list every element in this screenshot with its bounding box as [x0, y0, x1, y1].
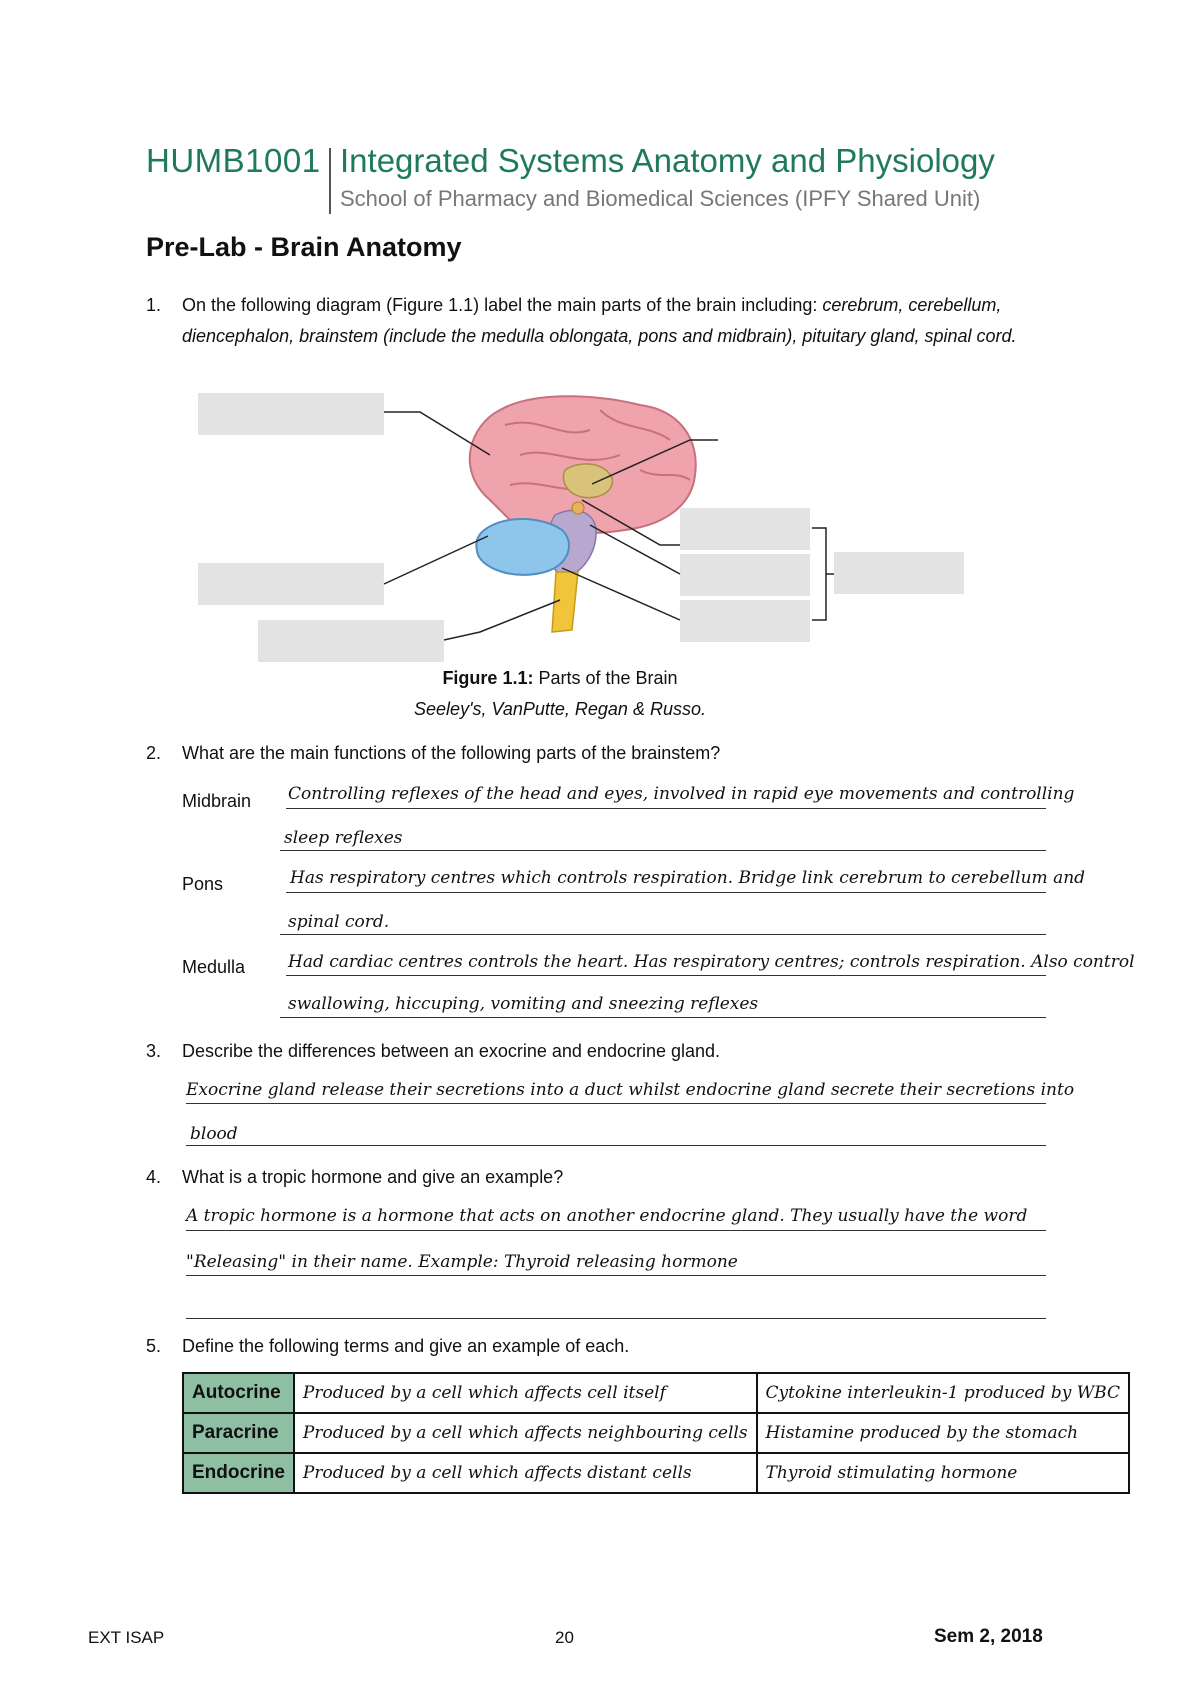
figure-caption-label: Figure 1.1:	[442, 668, 534, 688]
term-cell: Endocrine	[183, 1453, 294, 1493]
label-box-spinal-cord	[258, 620, 444, 662]
q3-number: 3.	[146, 1041, 162, 1061]
term-cell: Paracrine	[183, 1413, 294, 1453]
q5-text: Define the following terms and give an example of each.	[182, 1336, 630, 1356]
pituitary-gland-shape	[572, 502, 584, 514]
answer-line	[286, 975, 1046, 976]
page-number: 20	[555, 1628, 574, 1647]
example-cell: Thyroid stimulating hormone	[757, 1453, 1129, 1493]
table-row	[183, 1413, 1129, 1453]
school-name: School of Pharmacy and Biomedical Sciences (IPFY Shared Unit)	[340, 186, 981, 211]
answer-line	[186, 1230, 1046, 1231]
definition-cell: Produced by a cell which affects distant cells	[294, 1453, 757, 1493]
unit-title: Integrated Systems Anatomy and Physiology	[340, 142, 995, 179]
answer-line	[286, 808, 1046, 809]
answer-line	[186, 1275, 1046, 1276]
brain-diagram	[0, 0, 1200, 700]
diencephalon-shape	[564, 464, 613, 498]
leader-cerebellum	[384, 536, 488, 584]
q1-number: 1.	[146, 295, 162, 315]
terms-table	[182, 1372, 1130, 1494]
midbrain-answer-line2: sleep reflexes	[284, 828, 403, 848]
q1-text-italic: cerebrum, cerebellum, diencephalon, brainstem (include the medulla oblongata, pons and midbrain), pituitary gland, spinal cord.	[182, 295, 1017, 346]
unit-code: HUMB1001	[146, 142, 321, 179]
brainstem-bracket	[812, 528, 834, 620]
label-box-cerebrum	[198, 393, 384, 435]
pons-answer-line1: Has respiratory centres which controls respiration. Bridge link cerebrum to cerebellum and	[290, 868, 1086, 888]
leader-pons	[590, 525, 680, 574]
footer-left: EXT ISAP	[88, 1628, 165, 1647]
q3-answer-line1: Exocrine gland release their secretions into a duct whilst endocrine gland secrete their secretions into	[186, 1080, 1075, 1100]
q2-number: 2.	[146, 743, 162, 763]
answer-line	[186, 1145, 1046, 1146]
figure-credit: Seeley's, VanPutte, Regan & Russo.	[414, 699, 706, 719]
label-box-brainstem-3	[680, 600, 810, 642]
definition-cell: Produced by a cell which affects cell itself	[294, 1373, 757, 1413]
answer-line	[280, 850, 1046, 851]
q1-text-start: On the following diagram (Figure 1.1) label the main parts of the brain including:	[182, 295, 823, 315]
answer-line	[286, 892, 1046, 893]
pons-label: Pons	[182, 874, 224, 894]
label-box-cerebellum	[198, 563, 384, 605]
midbrain-answer-line1: Controlling reflexes of the head and eyes, involved in rapid eye movements and controlling	[288, 784, 1075, 804]
table-row	[183, 1453, 1129, 1493]
footer-right: Sem 2, 2018	[934, 1626, 1043, 1647]
q4-answer-line1: A tropic hormone is a hormone that acts on another endocrine gland. They usually have the word	[186, 1206, 1028, 1226]
page-title: Pre-Lab - Brain Anatomy	[146, 232, 462, 262]
answer-line	[280, 1017, 1046, 1018]
q2-text: What are the main functions of the following parts of the brainstem?	[182, 743, 721, 763]
figure-caption-text: Parts of the Brain	[533, 668, 678, 688]
q4-number: 4.	[146, 1167, 162, 1187]
term-cell: Autocrine	[183, 1373, 294, 1413]
label-box-brainstem-group	[834, 552, 964, 594]
answer-line	[186, 1318, 1046, 1319]
medulla-answer-line2: swallowing, hiccuping, vomiting and sneezing reflexes	[288, 994, 759, 1014]
cerebellum-shape	[476, 519, 569, 575]
answer-line	[280, 934, 1046, 935]
example-cell: Histamine produced by the stomach	[757, 1413, 1129, 1453]
table-row	[183, 1373, 1129, 1413]
q4-text: What is a tropic hormone and give an example?	[182, 1167, 564, 1187]
leader-medulla	[562, 568, 680, 620]
medulla-label: Medulla	[182, 957, 246, 977]
label-box-brainstem-1	[680, 508, 810, 550]
q3-text: Describe the differences between an exocrine and endocrine gland.	[182, 1041, 721, 1061]
definition-cell: Produced by a cell which affects neighbouring cells	[294, 1413, 757, 1453]
medulla-answer-line1: Had cardiac centres controls the heart. Has respiratory centres; controls respiration. Also control	[288, 952, 1135, 972]
q4-answer-line2: "Releasing" in their name. Example: Thyroid releasing hormone	[186, 1252, 738, 1272]
pons-answer-line2: spinal cord.	[288, 912, 390, 932]
label-box-brainstem-2	[680, 554, 810, 596]
midbrain-label: Midbrain	[182, 791, 252, 811]
answer-line	[186, 1103, 1046, 1104]
figure-caption	[0, 668, 1120, 689]
example-cell: Cytokine interleukin-1 produced by WBC	[757, 1373, 1129, 1413]
q5-number: 5.	[146, 1336, 162, 1356]
q3-answer-line2: blood	[190, 1124, 238, 1144]
leader-spinal-cord	[444, 600, 560, 640]
